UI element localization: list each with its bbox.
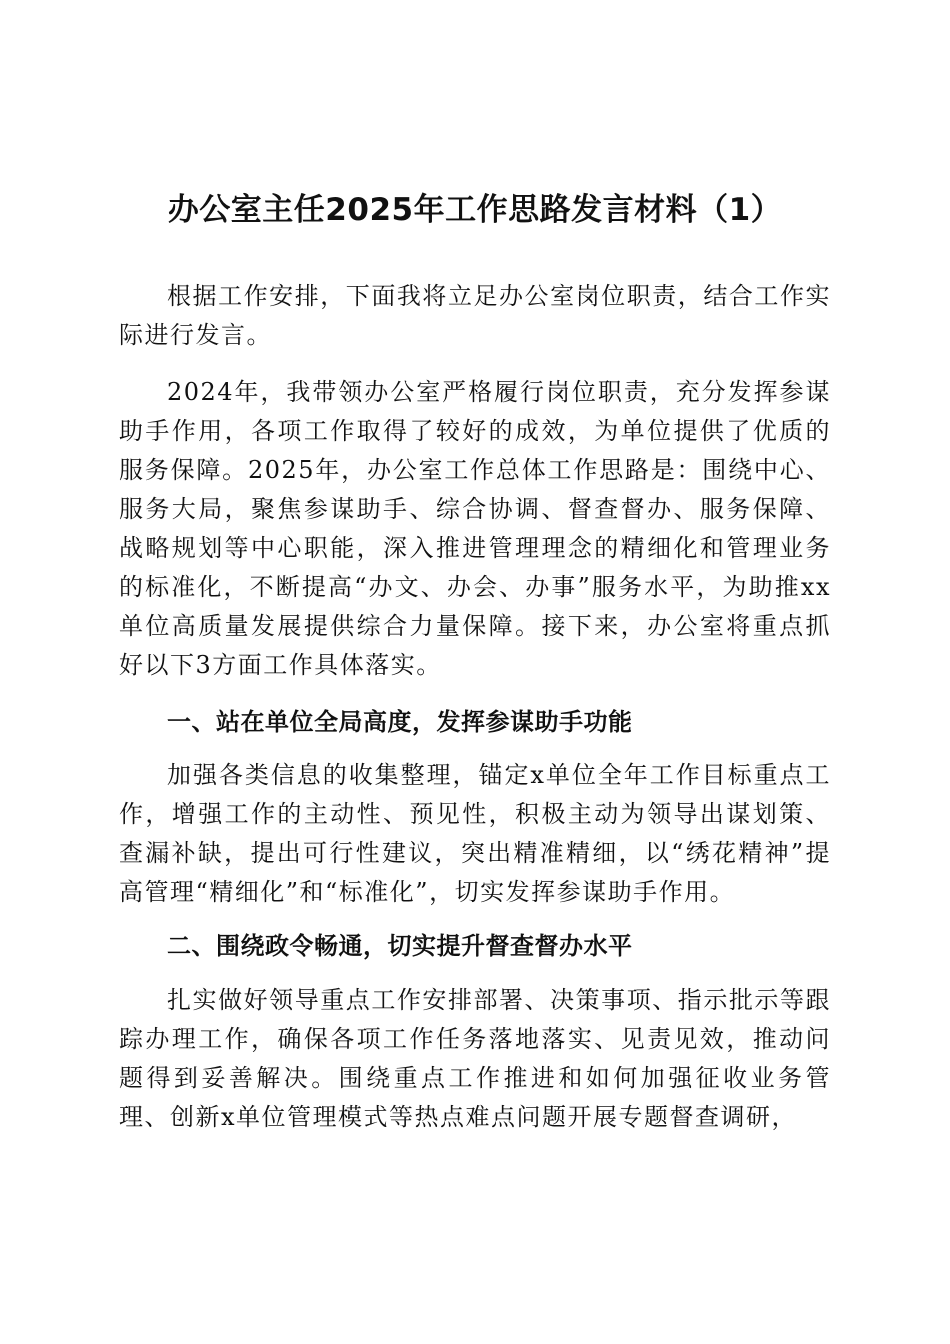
section-heading-2: 二、围绕政令畅通，切实提升督查督办水平: [167, 932, 633, 960]
section-body-2: 扎实做好领导重点工作安排部署、决策事项、指示批示等跟踪办理工作，确保各项工作任务落地落实、见责见效，推动问题得到妥善解决。围绕重点工作推进和如何加强征收业务管理、创新x单位管理模式等热点难点问题开展专题督查调研，: [119, 986, 831, 1131]
section-body-1: 加强各类信息的收集整理，锚定x单位全年工作目标重点工作，增强工作的主动性、预见性，积极主动为领导出谋划策、查漏补缺，提出可行性建议，突出精准精细，以“绣花精神”提高管理“精细化”和“标准化”，切实发挥参谋助手作用。: [119, 761, 831, 906]
document-title: 办公室主任2025年工作思路发言材料（1）: [167, 192, 783, 228]
document-body: [119, 277, 831, 1137]
summary-paragraph: 2024年，我带领办公室严格履行岗位职责，充分发挥参谋助手作用，各项工作取得了较好的成效，为单位提供了优质的服务保障。2025年，办公室工作总体工作思路是：围绕中心、服务大局，聚焦参谋助手、综合协调、督查督办、服务保障、战略规划等中心职能，深入推进管理理念的精细化和管理业务的标准化，不断提高“办文、办会、办事”服务水平，为助推xx单位高质量发展提供综合力量保障。接下来，办公室将重点抓好以下3方面工作具体落实。: [119, 378, 831, 679]
section-heading-1: 一、站在单位全局高度，发挥参谋助手功能: [167, 708, 633, 736]
intro-paragraph: 根据工作安排，下面我将立足办公室岗位职责，结合工作实际进行发言。: [119, 282, 831, 349]
